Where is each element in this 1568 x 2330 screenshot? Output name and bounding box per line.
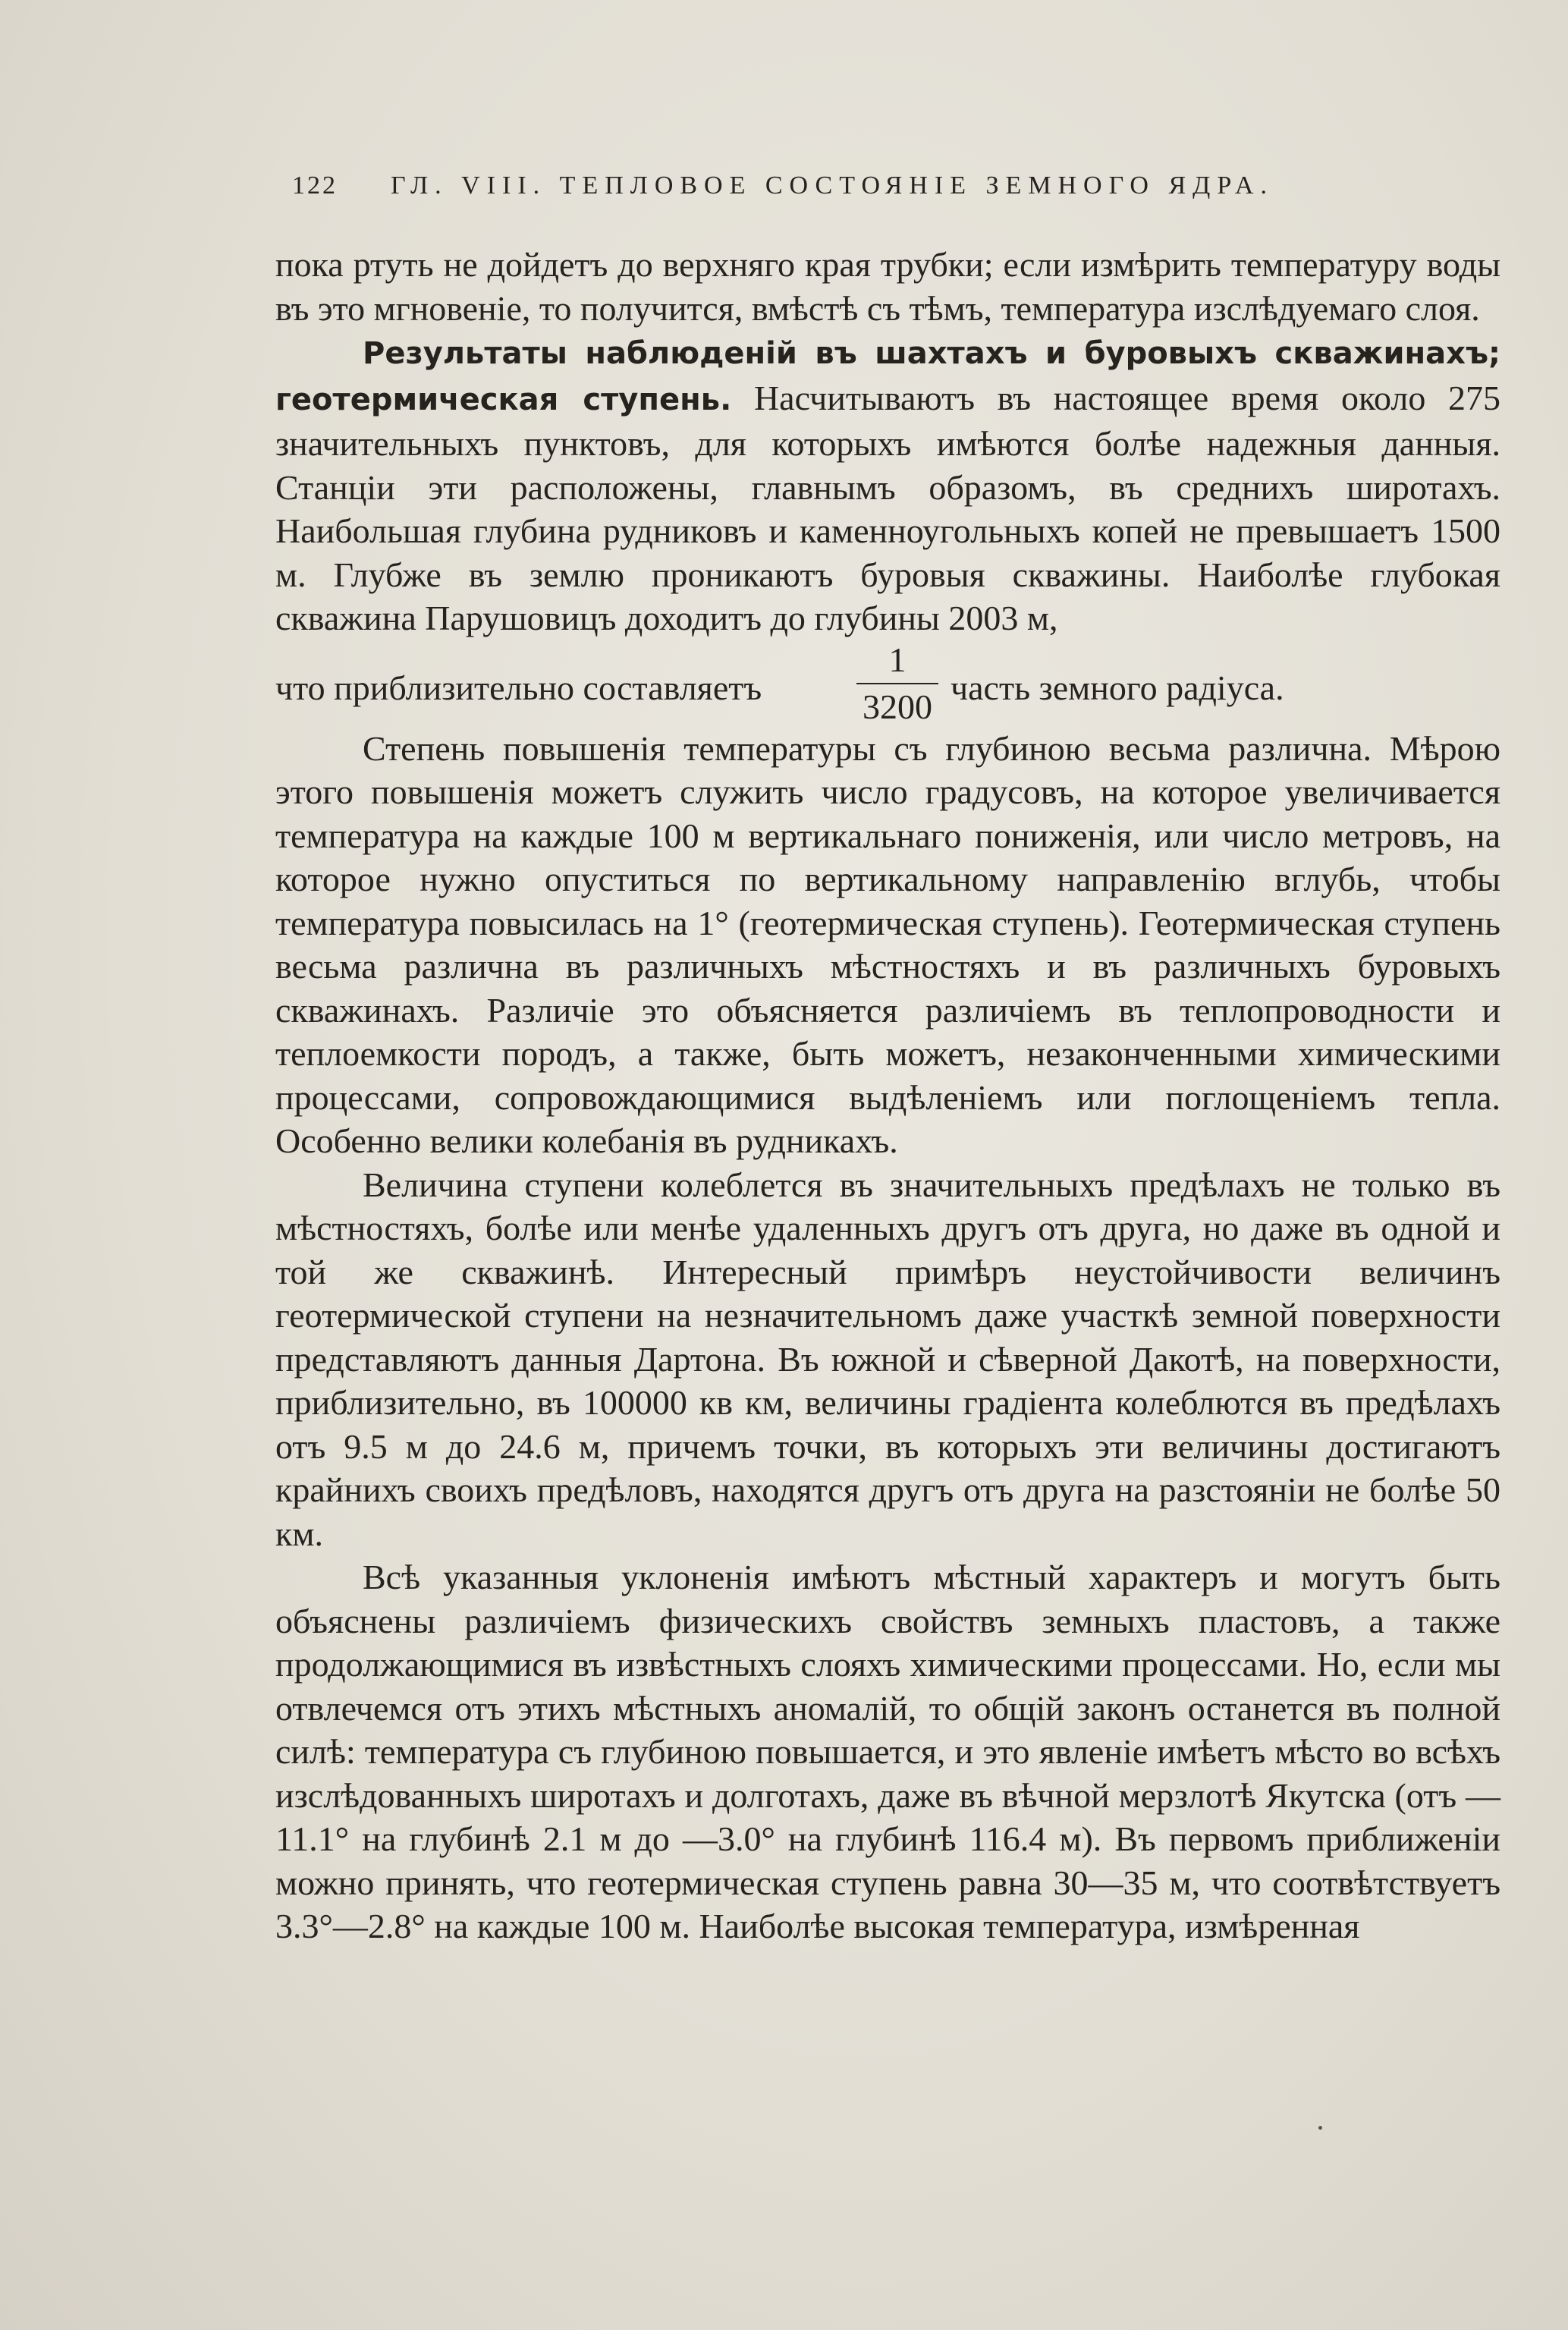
paragraph-4: Величина ступени колеблется въ значительныхъ предѣлахъ не только въ мѣстностяхъ, болѣе или менѣе удаленныхъ другъ отъ друга, но даже въ одной и той же скважинѣ. Интересный примѣръ неустойчивости величинъ геотермической ступени на незначительномъ даже участкѣ земной поверхности представляютъ данныя Дартона. Въ южной и сѣверной Дакотѣ, на поверхности, приблизительно, въ 100000 кв км, величины градіента колеблются въ предѣлахъ отъ 9.5 м до 24.6 м, причемъ точки, въ которыхъ эти величины достигаютъ крайнихъ своихъ предѣловъ, находятся другъ отъ друга на разстояніи не болѣе 50 км. [275,1165,1500,1553]
page-number: 122 [292,171,338,200]
fraction-lead-text: что приблизительно составляетъ [275,668,762,707]
paragraph-2 [275,330,1500,640]
print-speck [1318,2126,1322,2130]
paragraph-1: пока ртуть не дойдетъ до верхняго края трубки; если измѣрить температуру воды въ это мгновеніе, то получится, вмѣстѣ съ тѣмъ, температура изслѣдуемаго слоя. [275,245,1500,328]
paragraph-5: Всѣ указанныя уклоненія имѣютъ мѣстный характеръ и могутъ быть объяснены различіемъ физическихъ свойствъ земныхъ пластовъ, а также продолжающимися въ извѣстныхъ слояхъ химическими процессами. Но, если мы отвлечемся отъ этихъ мѣстныхъ аномалій, то общій законъ останется въ полной силѣ: температура съ глубиною повышается, и это явленіе имѣетъ мѣсто во всѣхъ изслѣдованныхъ широтахъ и долготахъ, даже въ вѣчной мерзлотѣ Якутска (отъ —11.1° на глубинѣ 2.1 м до —3.0° на глубинѣ 116.4 м). Въ первомъ приближеніи можно принять, что геотермическая ступень равна 30—35 м, что соотвѣтствуетъ 3.3°—2.8° на каждые 100 м. Наиболѣе высокая температура, измѣренная [275,1558,1500,1945]
fraction-denominator: 3200 [863,687,932,726]
fraction-numerator: 1 [888,640,907,679]
fraction-bar [856,683,938,684]
fraction-tail-text: часть земного радіуса. [951,668,1284,707]
paragraph-2-text: Насчитываютъ въ настоящее время около 275 значительныхъ пунктовъ, для которыхъ имѣются болѣе надежныя данныя. Станціи эти расположены, главнымъ образомъ, въ среднихъ широтахъ. Наибольшая глубина рудниковъ и каменноугольныхъ копей не превышаетъ 1500 м. Глубже въ землю проникаютъ буровыя скважины. Наиболѣе глубокая скважина Парушовицъ доходитъ до глубины 2003 м, [275,378,1500,637]
section-heading: Результаты наблюденій въ шахтахъ и буровыхъ скважинахъ; геотермическая ступень. [275,336,1500,417]
body-text [275,243,1500,1948]
fraction-line [275,640,1500,727]
fraction [852,640,943,727]
running-title: ГЛ. VIII. ТЕПЛОВОЕ СОСТОЯНІЕ ЗЕМНОГО ЯДРА. [391,171,1274,200]
paragraph-3: Степень повышенія температуры съ глубиною весьма различна. Мѣрою этого повышенія можетъ служить число градусовъ, на которое увеличивается температура на каждые 100 м вертикальнаго пониженія, или число метровъ, на которое нужно опуститься по вертикальному направленію вглубь, чтобы температура повысилась на 1° (геотермическая ступень). Геотермическая ступень весьма различна въ различныхъ мѣстностяхъ и въ различныхъ буровыхъ скважинахъ. Различіе это объясняется различіемъ въ теплопроводности и теплоемкости породъ, а также, быть можетъ, незаконченными химическими процессами, сопровождающимися выдѣленіемъ или поглощеніемъ тепла. Особенно велики колебанія въ рудникахъ. [275,728,1500,1160]
running-header [292,171,1369,200]
